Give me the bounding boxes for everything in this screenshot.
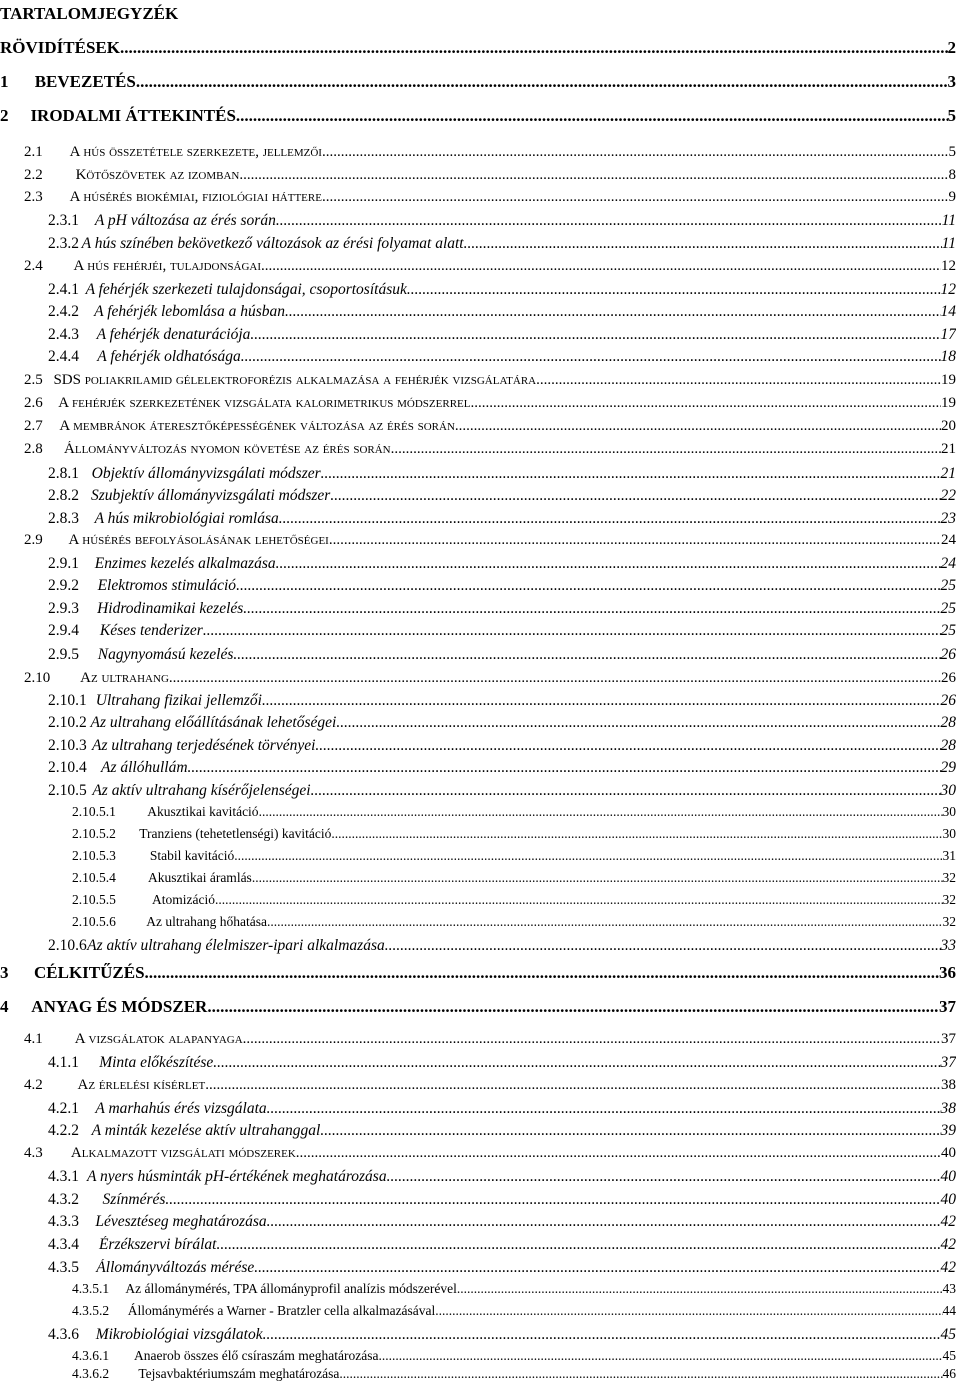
toc-entry-title: Az állóhullám bbox=[101, 759, 188, 776]
toc-entry[interactable] bbox=[0, 1259, 956, 1277]
toc-entry-number: 4 bbox=[0, 997, 9, 1016]
toc-entry-title: A húsérés befolyásolásának lehetőségei bbox=[68, 532, 329, 548]
toc-entry[interactable] bbox=[0, 1213, 956, 1231]
toc-dot-leader bbox=[267, 1100, 941, 1118]
toc-entry-number: 2.9.5 bbox=[48, 646, 79, 663]
toc-dot-leader bbox=[285, 303, 941, 321]
toc-entry-title: Alkalmazott vizsgálati módszerek bbox=[70, 1145, 296, 1161]
toc-dot-leader bbox=[321, 465, 941, 483]
toc-dot-leader bbox=[234, 848, 942, 864]
toc-entry-number: 2.10.2 bbox=[48, 714, 87, 731]
toc-dot-leader bbox=[320, 1122, 940, 1140]
toc-entry-page-number: 23 bbox=[940, 510, 956, 527]
toc-entry-page-number: 8 bbox=[948, 167, 956, 183]
toc-entry-number: 2.3.1 bbox=[48, 212, 79, 229]
toc-entry-title: Stabil kavitáció bbox=[149, 848, 235, 863]
toc-entry-title: A fehérjék lebomlása a húsban bbox=[94, 303, 285, 320]
toc-dot-leader bbox=[336, 714, 940, 732]
toc-entry-number: 4.1.1 bbox=[48, 1054, 79, 1071]
toc-entry-page-number: 43 bbox=[942, 1281, 956, 1296]
toc-entry-number: 4.3.3 bbox=[48, 1213, 79, 1230]
toc-entry-title: Állományváltozás mérése bbox=[96, 1259, 255, 1276]
toc-entry[interactable] bbox=[0, 189, 956, 206]
toc-entry-number: 4.1 bbox=[24, 1031, 43, 1047]
toc-entry-title: Hidrodinamikai kezelés bbox=[97, 600, 244, 617]
toc-entry-title: A fehérjék denaturációja bbox=[96, 326, 251, 343]
toc-entry-title: CÉLKITŰZÉS bbox=[33, 963, 145, 982]
toc-entry[interactable] bbox=[0, 258, 956, 275]
toc-entry[interactable] bbox=[0, 759, 956, 777]
toc-entry[interactable] bbox=[0, 1326, 956, 1344]
toc-dot-leader bbox=[536, 372, 941, 389]
toc-entry-page-number: 40 bbox=[940, 1191, 956, 1208]
toc-entry-number: 4.2.1 bbox=[48, 1100, 79, 1117]
toc-entry-number: 2.10 bbox=[24, 670, 51, 686]
toc-entry-title: A fehérjék oldhatósága bbox=[97, 348, 241, 365]
toc-entry[interactable] bbox=[0, 441, 956, 458]
toc-dot-leader bbox=[250, 326, 940, 344]
toc-entry-page-number: 38 bbox=[940, 1100, 956, 1117]
toc-entry-title: Minta előkészítése bbox=[99, 1054, 214, 1071]
toc-entry-page-number: 19 bbox=[941, 395, 956, 411]
toc-entry-title: Tejsavbaktériumszám meghatározása bbox=[138, 1366, 340, 1381]
toc-entry-number: 2.10.5.2 bbox=[72, 826, 116, 841]
toc-entry[interactable] bbox=[0, 870, 956, 886]
toc-entry-page-number: 36 bbox=[939, 963, 956, 982]
toc-entry[interactable] bbox=[0, 892, 956, 908]
toc-entry[interactable] bbox=[0, 372, 956, 389]
toc-entry-title: Tranziens (tehetetlenségi) kavitáció bbox=[139, 826, 332, 841]
toc-dot-leader bbox=[263, 1326, 941, 1344]
toc-entry-number: 4.3 bbox=[24, 1145, 43, 1161]
toc-entry-page-number: 24 bbox=[941, 532, 956, 548]
toc-entry-title: Lévesztéseg meghatározása bbox=[95, 1213, 267, 1230]
toc-entry-title: A hús színében bekövetkező változások az érési folyamat alatt bbox=[81, 235, 464, 252]
toc-entry[interactable] bbox=[0, 577, 956, 595]
toc-entry[interactable] bbox=[0, 937, 956, 955]
toc-entry[interactable] bbox=[0, 1031, 956, 1048]
toc-entry-title: Késes tenderizer bbox=[99, 622, 203, 639]
toc-entry-number: 2.4.4 bbox=[48, 348, 79, 365]
toc-entry-number: 3 bbox=[0, 963, 9, 982]
toc-entry-number: 2.10.5.3 bbox=[72, 848, 116, 863]
toc-entry-page-number: 31 bbox=[942, 848, 956, 863]
toc-entry-title: Az ultrahang terjedésének törvényei bbox=[92, 737, 316, 754]
toc-dot-leader bbox=[435, 1303, 942, 1319]
toc-entry-number: 2.9.1 bbox=[48, 555, 79, 572]
toc-entry-page-number: 12 bbox=[941, 258, 956, 274]
toc-entry-page-number: 5 bbox=[948, 144, 956, 160]
toc-dot-leader bbox=[329, 532, 941, 549]
toc-dot-leader bbox=[339, 1366, 942, 1382]
toc-entry[interactable] bbox=[0, 465, 956, 483]
toc-dot-leader bbox=[136, 72, 948, 92]
toc-dot-leader bbox=[203, 622, 941, 640]
toc-dot-leader bbox=[205, 1077, 941, 1094]
toc-entry-number: 4.3.1 bbox=[48, 1168, 79, 1185]
toc-entry-number: 2.4 bbox=[24, 258, 43, 274]
toc-entry-page-number: 32 bbox=[942, 914, 956, 929]
toc-entry-page-number: 29 bbox=[940, 759, 956, 776]
toc-dot-leader bbox=[296, 1145, 941, 1162]
toc-entry-title: Az ultrahang bbox=[80, 670, 169, 686]
toc-dot-leader bbox=[267, 1213, 941, 1231]
toc-entry-page-number: 42 bbox=[940, 1213, 956, 1230]
toc-entry[interactable] bbox=[0, 348, 956, 366]
toc-entry[interactable] bbox=[0, 487, 956, 505]
toc-entry[interactable] bbox=[0, 670, 956, 687]
toc-entry-page-number: 30 bbox=[940, 782, 956, 799]
toc-entry-page-number: 21 bbox=[940, 465, 956, 482]
toc-entry[interactable] bbox=[0, 1366, 956, 1382]
toc-entry-page-number: 26 bbox=[941, 670, 956, 686]
toc-entry-page-number: 42 bbox=[940, 1259, 956, 1276]
toc-entry-page-number: 18 bbox=[940, 348, 956, 365]
toc-entry-title: Az ultrahang hőhatása bbox=[146, 914, 267, 929]
toc-entry[interactable] bbox=[0, 144, 956, 161]
toc-dot-leader bbox=[464, 235, 942, 253]
toc-entry-number: 2.3.2 bbox=[48, 235, 79, 252]
toc-entry-number: 2.10.4 bbox=[48, 759, 87, 776]
toc-entry[interactable] bbox=[0, 1168, 956, 1186]
toc-dot-leader bbox=[311, 782, 941, 800]
toc-entry-title: Színmérés bbox=[102, 1191, 166, 1208]
toc-entry-page-number: 33 bbox=[940, 937, 956, 954]
toc-entry[interactable] bbox=[0, 692, 956, 710]
toc-entry-page-number: 30 bbox=[942, 804, 956, 819]
toc-dot-leader bbox=[188, 759, 941, 777]
toc-entry-title: A hús mikrobiológiai romlása bbox=[94, 510, 279, 527]
toc-entry[interactable] bbox=[0, 72, 956, 92]
toc-entry-page-number: 25 bbox=[940, 600, 956, 617]
toc-entry-title: Mikrobiológiai vizsgálatok bbox=[95, 1326, 263, 1343]
toc-dot-leader bbox=[254, 1259, 940, 1277]
toc-dot-leader bbox=[331, 826, 942, 842]
toc-entry-number: 4.3.2 bbox=[48, 1191, 79, 1208]
toc-entry-number: 4.3.4 bbox=[48, 1236, 79, 1253]
toc-entry-title: Atomizáció bbox=[152, 892, 215, 907]
toc-entry-number: 2.9 bbox=[24, 532, 43, 548]
toc-dot-leader bbox=[330, 487, 940, 505]
toc-entry-number: 2.5 bbox=[24, 372, 43, 388]
toc-dot-leader bbox=[243, 600, 940, 618]
toc-entry-title: BEVEZETÉS bbox=[34, 72, 136, 91]
toc-entry-title: A minták kezelése aktív ultrahanggal bbox=[91, 1122, 321, 1139]
toc-dot-leader bbox=[470, 395, 941, 412]
toc-dot-leader bbox=[387, 1168, 941, 1186]
toc-entry-page-number: 28 bbox=[940, 737, 956, 754]
toc-entry-title: Érzékszervi bírálat bbox=[98, 1236, 217, 1253]
toc-entry[interactable] bbox=[0, 646, 956, 664]
toc-entry-title: Állománymérés a Warner - Bratzler cella alkalmazásával bbox=[127, 1303, 436, 1318]
toc-entry-number: 2.8.1 bbox=[48, 465, 79, 482]
toc-entry-number: 4.3.5 bbox=[48, 1259, 79, 1276]
toc-entry[interactable] bbox=[0, 714, 956, 732]
toc-entry[interactable] bbox=[0, 532, 956, 549]
toc-entry[interactable] bbox=[0, 600, 956, 618]
toc-entry[interactable] bbox=[0, 1303, 956, 1319]
toc-entry-title: Ultrahang fizikai jellemzői bbox=[95, 692, 262, 709]
toc-entry-page-number: 2 bbox=[947, 38, 956, 57]
toc-entry-number: 4.3.6 bbox=[48, 1326, 79, 1343]
toc-entry[interactable] bbox=[0, 395, 956, 412]
toc-entry-page-number: 45 bbox=[942, 1348, 956, 1363]
toc-entry[interactable] bbox=[0, 510, 956, 528]
toc-entry-number: 2.10.5 bbox=[48, 782, 87, 799]
toc-entry-number: 2.4.3 bbox=[48, 326, 79, 343]
toc-dot-leader bbox=[276, 212, 942, 230]
toc-entry-page-number: 26 bbox=[940, 646, 956, 663]
toc-entry[interactable] bbox=[0, 106, 956, 126]
toc-entry[interactable] bbox=[0, 1281, 956, 1297]
toc-entry[interactable] bbox=[0, 804, 956, 820]
toc-entry[interactable] bbox=[0, 1191, 956, 1209]
toc-entry-number: 2.4.2 bbox=[48, 303, 79, 320]
toc-entry[interactable] bbox=[0, 555, 956, 573]
toc-entry-number: 2.4.1 bbox=[48, 281, 79, 298]
toc-entry-number: 2.9.2 bbox=[48, 577, 79, 594]
toc-dot-leader bbox=[252, 870, 943, 886]
toc-entry-page-number: 14 bbox=[940, 303, 956, 320]
toc-dot-leader bbox=[407, 281, 941, 299]
toc-dot-leader bbox=[145, 963, 939, 983]
toc-dot-leader bbox=[233, 646, 940, 664]
toc-dot-leader bbox=[213, 1054, 940, 1072]
toc-entry-title: Szubjektív állományvizsgálati módszer bbox=[90, 487, 331, 504]
toc-entry-page-number: 24 bbox=[940, 555, 956, 572]
toc-entry-title: Az aktív ultrahang kísérőjelenségei bbox=[92, 782, 311, 799]
toc-entry-title: A hús fehérjéi, tulajdonságai bbox=[73, 258, 262, 274]
toc-entry-page-number: 40 bbox=[940, 1168, 956, 1185]
toc-entry-number: 2.8.2 bbox=[48, 487, 79, 504]
toc-entry-page-number: 37 bbox=[940, 1054, 956, 1071]
toc-entry-title: A pH változása az érés során bbox=[94, 212, 276, 229]
toc-entry-number: 4.3.6.1 bbox=[72, 1348, 110, 1363]
toc-entry-title: Akusztikai áramlás bbox=[147, 870, 252, 885]
toc-entry-page-number: 32 bbox=[942, 892, 956, 907]
toc-dot-leader bbox=[276, 555, 941, 573]
toc-entry-number: 2.10.6 bbox=[48, 937, 87, 954]
toc-dot-leader bbox=[120, 38, 948, 58]
toc-entry-page-number: 42 bbox=[940, 1236, 956, 1253]
toc-entry[interactable] bbox=[0, 38, 956, 58]
toc-entry[interactable] bbox=[0, 418, 956, 435]
toc-entry[interactable] bbox=[0, 303, 956, 321]
toc-dot-leader bbox=[215, 892, 943, 908]
toc-entry-title: Állományváltozás nyomon követése az érés során bbox=[64, 441, 391, 457]
toc-dot-leader bbox=[259, 804, 943, 820]
toc-dot-leader bbox=[261, 258, 941, 275]
toc-entry-number: 2.1 bbox=[24, 144, 43, 160]
toc-entry-title: A vizsgálatok alapanyaga bbox=[74, 1031, 243, 1047]
toc-entry[interactable] bbox=[0, 848, 956, 864]
toc-entry[interactable] bbox=[0, 1077, 956, 1094]
toc-entry-page-number: 40 bbox=[941, 1145, 956, 1161]
toc-dot-leader bbox=[267, 914, 943, 930]
toc-entry-title: RÖVIDÍTÉSEK bbox=[0, 38, 120, 57]
toc-entry-page-number: 17 bbox=[940, 326, 956, 343]
toc-entry-page-number: 3 bbox=[947, 72, 956, 91]
toc-dot-leader bbox=[239, 167, 948, 184]
toc-entry[interactable] bbox=[0, 212, 956, 230]
toc-entry-title: Az aktív ultrahang élelmiszer-ipari alkalmazása bbox=[87, 937, 385, 954]
toc-entry[interactable] bbox=[0, 326, 956, 344]
toc-dot-leader bbox=[391, 441, 941, 458]
toc-entry[interactable] bbox=[0, 1236, 956, 1254]
toc-entry-number: 2.6 bbox=[24, 395, 43, 411]
toc-entry-number: 2.10.5.5 bbox=[72, 892, 116, 907]
toc-dot-leader bbox=[236, 577, 940, 595]
toc-entry-page-number: 25 bbox=[940, 577, 956, 594]
toc-entry[interactable] bbox=[0, 235, 956, 253]
toc-entry-title: ANYAG ÉS MÓDSZER bbox=[31, 997, 208, 1016]
toc-entry-number: 4.3.5.2 bbox=[72, 1303, 110, 1318]
toc-entry-number: 2.2 bbox=[24, 167, 43, 183]
toc-entry-title: A hús összetétele szerkezete, jellemzői bbox=[69, 144, 322, 160]
toc-entry-title: A fehérjék szerkezeti tulajdonságai, csoportosításuk bbox=[85, 281, 407, 298]
toc-dot-leader bbox=[262, 692, 941, 710]
toc-entry[interactable] bbox=[0, 281, 956, 299]
toc-entry-page-number: 12 bbox=[940, 281, 956, 298]
toc-entry-number: 4.3.5.1 bbox=[72, 1281, 110, 1296]
toc-entry-page-number: 38 bbox=[941, 1077, 956, 1093]
toc-entry-title: A nyers húsminták pH-értékének meghatározása bbox=[86, 1168, 387, 1185]
toc-entry-number: 2.8.3 bbox=[48, 510, 79, 527]
toc-dot-leader bbox=[243, 1031, 941, 1048]
toc-entry[interactable] bbox=[0, 1122, 956, 1140]
toc-entry-page-number: 21 bbox=[941, 441, 956, 457]
toc-entry-number: 2.3 bbox=[24, 189, 43, 205]
toc-dot-leader bbox=[322, 189, 949, 206]
toc-dot-leader bbox=[241, 348, 941, 366]
toc-entry-title: IRODALMI ÁTTEKINTÉS bbox=[30, 106, 236, 125]
toc-entry-page-number: 30 bbox=[942, 826, 956, 841]
toc-entry-number: 2.10.5.4 bbox=[72, 870, 116, 885]
toc-entry-page-number: 45 bbox=[940, 1326, 956, 1343]
toc-entry[interactable] bbox=[0, 737, 956, 755]
toc-entry-number: 2.10.5.1 bbox=[72, 804, 116, 819]
toc-entry-title: Enzimes kezelés alkalmazása bbox=[94, 555, 276, 572]
toc-entry-title: SDS poliakrilamid gélelektroforézis alkalmazása a fehérjék vizsgálatára bbox=[53, 372, 537, 388]
toc-entry-number: 2 bbox=[0, 106, 9, 125]
toc-entry-number: 2.10.3 bbox=[48, 737, 87, 754]
toc-dot-leader bbox=[378, 1348, 942, 1364]
toc-heading: TARTALOMJEGYZÉK bbox=[0, 4, 179, 23]
toc-entry-title: Az ultrahang előállításának lehetőségei bbox=[90, 714, 337, 731]
toc-entry-page-number: 46 bbox=[942, 1366, 956, 1381]
toc-entry-page-number: 44 bbox=[942, 1303, 956, 1318]
toc-dot-leader bbox=[385, 937, 941, 955]
toc-entry-page-number: 26 bbox=[940, 692, 956, 709]
toc-entry[interactable] bbox=[0, 1145, 956, 1162]
toc-entry-title: Nagynyomású kezelés bbox=[97, 646, 234, 663]
toc-dot-leader bbox=[169, 670, 941, 687]
toc-entry[interactable] bbox=[0, 914, 956, 930]
toc-entry[interactable] bbox=[0, 167, 956, 184]
toc-entry-title: A fehérjék szerkezetének vizsgálata kalorimetrikus módszerrel bbox=[58, 395, 471, 411]
toc-entry[interactable] bbox=[0, 997, 956, 1017]
toc-dot-leader bbox=[322, 144, 949, 161]
toc-entry-page-number: 37 bbox=[939, 997, 956, 1016]
toc-dot-leader bbox=[216, 1236, 940, 1254]
toc-entry-page-number: 22 bbox=[940, 487, 956, 504]
toc-entry-title: Az érlelési kísérlet bbox=[77, 1077, 206, 1093]
toc-dot-leader bbox=[455, 418, 941, 435]
toc-entry-page-number: 11 bbox=[941, 235, 956, 252]
toc-entry-page-number: 9 bbox=[948, 189, 956, 205]
toc-dot-leader bbox=[236, 106, 948, 126]
toc-entry-title: Objektív állományvizsgálati módszer bbox=[91, 465, 321, 482]
toc-entry-number: 1 bbox=[0, 72, 9, 91]
toc-entry-title: Kötőszövetek az izomban bbox=[75, 167, 240, 183]
toc-dot-leader bbox=[315, 737, 940, 755]
toc-entry-page-number: 39 bbox=[940, 1122, 956, 1139]
toc-entry[interactable] bbox=[0, 1054, 956, 1072]
toc-entry-number: 4.2.2 bbox=[48, 1122, 79, 1139]
toc-entry-number: 2.9.4 bbox=[48, 622, 79, 639]
toc-entry-number: 2.7 bbox=[24, 418, 43, 434]
toc-entry[interactable] bbox=[0, 782, 956, 800]
toc-entry-page-number: 11 bbox=[941, 212, 956, 229]
toc-entry-page-number: 37 bbox=[941, 1031, 956, 1047]
toc-entry-number: 2.9.3 bbox=[48, 600, 79, 617]
toc-dot-leader bbox=[165, 1191, 940, 1209]
toc-dot-leader bbox=[207, 997, 939, 1017]
toc-entry[interactable] bbox=[0, 826, 956, 842]
toc-entry-page-number: 20 bbox=[941, 418, 956, 434]
toc-entry-page-number: 19 bbox=[941, 372, 956, 388]
toc-entry-title: A húsérés biokémiai, fiziológiai háttere bbox=[69, 189, 322, 205]
toc-dot-leader bbox=[457, 1281, 943, 1297]
toc-entry-title: Az állománymérés, TPA állományprofil analízis módszerével bbox=[125, 1281, 457, 1296]
toc-entry-number: 2.8 bbox=[24, 441, 43, 457]
toc-entry-title: Elektromos stimuláció bbox=[97, 577, 237, 594]
toc-entry-number: 2.10.1 bbox=[48, 692, 87, 709]
toc-entry-page-number: 25 bbox=[940, 622, 956, 639]
toc-dot-leader bbox=[279, 510, 941, 528]
toc-entry-number: 4.2 bbox=[24, 1077, 43, 1093]
toc-entry-page-number: 32 bbox=[942, 870, 956, 885]
toc-entry[interactable] bbox=[0, 963, 956, 983]
toc-entry-number: 2.10.5.6 bbox=[72, 914, 116, 929]
toc-entry-title: Akusztikai kavitáció bbox=[147, 804, 259, 819]
toc-entry-title: A marhahús érés vizsgálata bbox=[95, 1100, 267, 1117]
toc-entry-page-number: 28 bbox=[940, 714, 956, 731]
toc-entry[interactable] bbox=[0, 1100, 956, 1118]
toc-entry-number: 4.3.6.2 bbox=[72, 1366, 110, 1381]
toc-entry-page-number: 5 bbox=[947, 106, 956, 125]
toc-entry-title: Anaerob összes élő csíraszám meghatározása bbox=[134, 1348, 379, 1363]
toc-entry-title: A membránok áteresztőképességének változása az érés során bbox=[59, 418, 455, 434]
toc-entry[interactable] bbox=[0, 1348, 956, 1364]
toc-entry[interactable] bbox=[0, 622, 956, 640]
